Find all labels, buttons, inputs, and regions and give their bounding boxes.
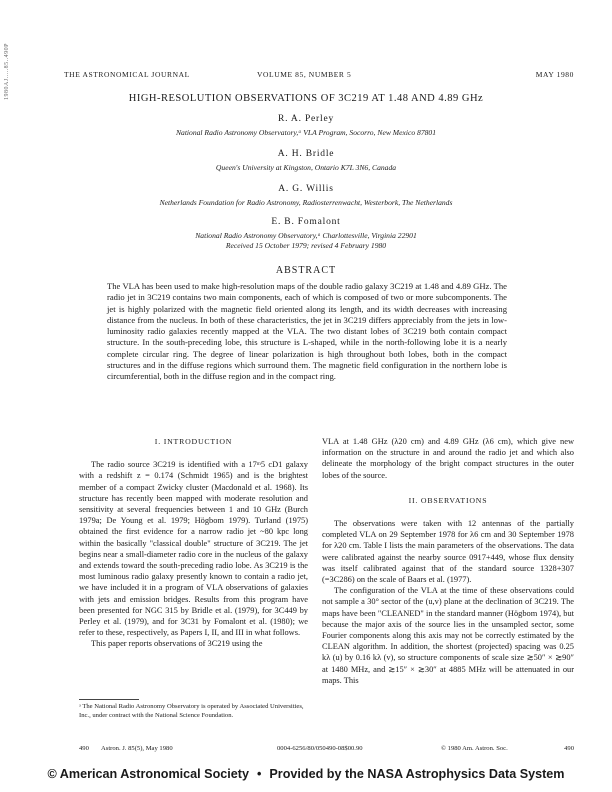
author-affiliation: Queen's University at Kingston, Ontario K7L 3N6, Canada	[215, 163, 397, 172]
copyright-notice: © 1980 Am. Astron. Soc.	[441, 745, 508, 752]
volume-number: VOLUME 85, NUMBER 5	[257, 70, 352, 79]
paragraph: This paper reports observations of 3C219 using the	[91, 639, 263, 649]
section-heading-introduction: I. INTRODUCTION	[154, 437, 233, 446]
abstract-text: The VLA has been used to make high-resolution maps of the double radio galaxy 3C219 at 1.48 and 4.89 GHz. The radio jet in 3C219 contains two main components, each of which is composed of two or more subcomponents. The jet is highly polarized with the magnetic field oriented along its length, and its width decreases with increasing distance from the nucleus. In both of these characteristics, the jet in 3C219 differs appreciably from the jets in low-luminosity radio galaxies recently mapped at the VLA. The two distant lobes of 3C219 both contain compact structure. In the south-preceding lobe, this structure is L-shaped, while in the north-following lobe it is a nearly complete circular ring. The degree of linear polarization is high throughout both lobes, both in the compact structures and in the diffuse regions which surround them. The magnetic field configuration in the northern lobe is circumferential, both in the diffuse region and in the compact ring.	[107, 281, 507, 382]
received-dates: Received 15 October 1979; revised 4 February 1980	[225, 241, 387, 250]
author-name: E. B. Fomalont	[271, 217, 341, 227]
ads-provider: Provided by the NASA Astrophysics Data System	[269, 767, 565, 781]
separator-bullet: •	[256, 767, 262, 781]
abstract-heading: ABSTRACT	[275, 265, 337, 276]
paragraph: The configuration of the VLA at the time of these observations could not sample a 30° sector of the (u,v) plane at the declination of 3C219. The maps have been "CLEANED" in the standard manner (Högbom 1974), but because the major axis of the source lies in the unsampled sector, some Fourier components along this axis may not be correctly estimated by the CLEAN algorithm. In addition, the shortest (projected) spacing was 0.25 kλ (u) by 0.16 kλ (v), so structure components of scale size ≳50″ × ≳90″ at 1480 MHz, and ≳15″ × ≳30″ at 4885 MHz will be attenuated in our maps. This	[322, 586, 574, 685]
page-number-right: 490	[564, 745, 574, 752]
bibcode-stamp: 1980AJ.....85..490P	[4, 42, 10, 100]
author-affiliation: National Radio Astronomy Observatory,ᵃ VLA Program, Socorro, New Mexico 87801	[175, 128, 437, 137]
article-code: 0004-6256/80/050490-08$00.90	[277, 745, 363, 752]
paragraph: The radio source 3C219 is identified with a 17ᵐ5 cD1 galaxy with a redshift z = 0.174 (Schmidt 1965) and is the brightest member of a compact Zwicky cluster (Macdonald et al. 1968). Its structure has recently been mapped with moderate resolution and sensitivity at several frequencies between 1 and 10 GHz (Burch 1979a; De Young et al. 1979; Högbom 1979). Turland (1975) obtained the first evidence for a narrow radio jet ~80 kpc long within the basically "classical double" structure of 3C219. The jet begins near a small-diameter radio core in the nucleus of the galaxy and extends toward the south-preceding radio lobe. As 3C219 is the most luminous radio galaxy presently known to contain a radio jet, we have included it in a program of VLA observations of galaxies with jets and emission bridges. Results from this program have been presented for NGC 315 by Bridle et al. (1979), for 3C449 by Perley et al. (1979), and for 3C31 by Fomalont et al. (1980); we refer to these, respectively, as Papers I, II, and III in what follows.	[79, 460, 308, 638]
author-affiliation: National Radio Astronomy Observatory,ᵃ Charlottesville, Virginia 22901	[195, 231, 417, 240]
footnote-rule	[79, 699, 139, 700]
section-heading-observations: II. OBSERVATIONS	[408, 495, 488, 505]
footnote: ᵃ The National Radio Astronomy Observatory is operated by Associated Universities, Inc., under contract with the National Science Foundation.	[79, 703, 304, 719]
journal-citation: Astron. J. 85(5), May 1980	[101, 745, 173, 752]
paragraph: The observations were taken with 12 antennas of the partially completed VLA on 29 September 1978 for λ6 cm and 30 September 1978 for λ20 cm. Table I lists the main parameters of the observations. The data were calibrated against the nearby source 0917+449, whose flux density was itself calibrated against that of the standard source 1328+307 (=3C286) on the scale of Baars et al. (1977).	[322, 519, 574, 585]
author-name: R. A. Perley	[277, 114, 335, 124]
paper-title: HIGH-RESOLUTION OBSERVATIONS OF 3C219 AT 1.48 AND 4.89 GHz	[128, 93, 484, 104]
ads-attribution-bar	[0, 767, 612, 781]
author-name: A. H. Bridle	[277, 149, 335, 159]
journal-name: THE ASTRONOMICAL JOURNAL	[64, 70, 190, 79]
right-column	[322, 436, 574, 686]
aas-copyright: © American Astronomical Society	[47, 767, 249, 781]
running-head	[64, 70, 574, 80]
issue-date: MAY 1980	[535, 70, 574, 79]
page-footer	[79, 745, 574, 755]
left-column	[79, 436, 308, 650]
paragraph: VLA at 1.48 GHz (λ20 cm) and 4.89 GHz (λ6 cm), which give new information on the structure in and around the radio jet and which also delineate the morphology of the bright compact structures in the outer lobes of the source.	[322, 437, 574, 480]
author-name: A. G. Willis	[278, 184, 334, 194]
page-number-left: 490	[79, 745, 89, 752]
author-affiliation: Netherlands Foundation for Radio Astronomy, Radiosterrenwacht, Westerbork, The Netherlands	[159, 198, 453, 207]
